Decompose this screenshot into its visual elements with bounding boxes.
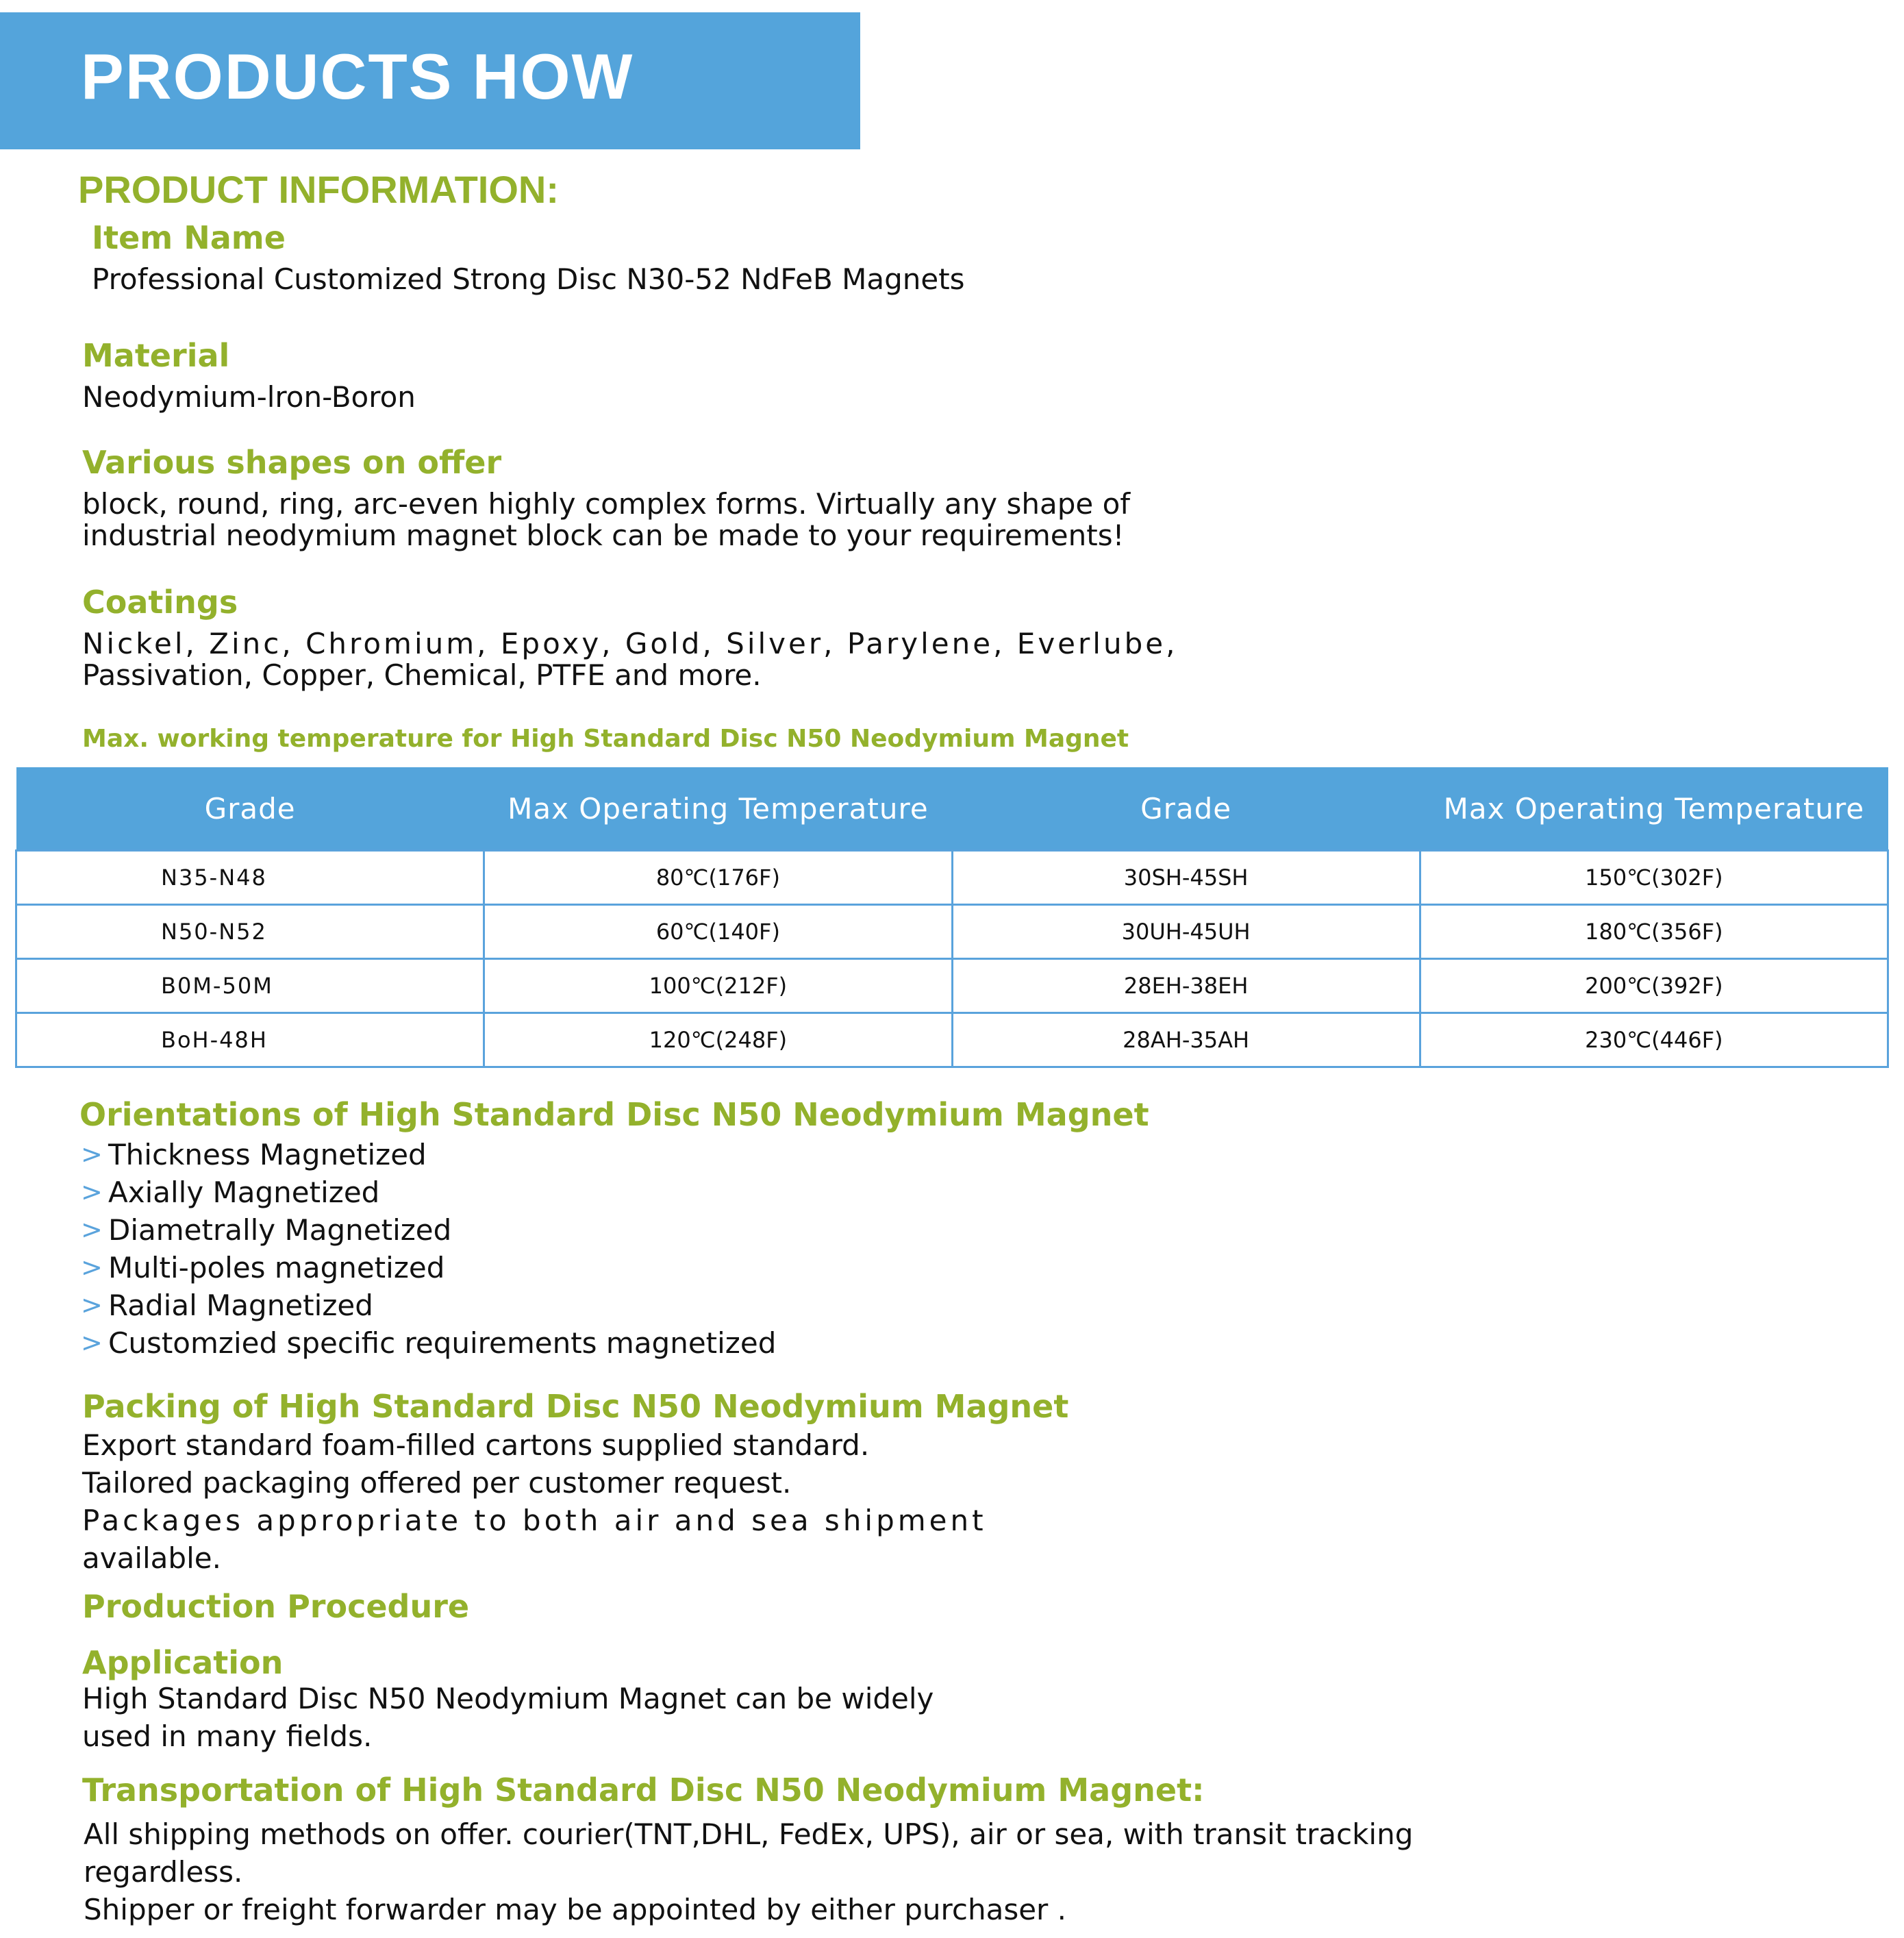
chevron-right-icon: > <box>81 1290 103 1320</box>
production-label: Production Procedure <box>82 1588 470 1625</box>
grade-cell: N50-N52 <box>16 905 484 959</box>
orientations-label: Orientations of High Standard Disc N50 Neodymium Magnet <box>79 1096 1149 1133</box>
material-label: Material <box>82 337 230 374</box>
shapes-label: Various shapes on offer <box>82 444 502 481</box>
packing-label: Packing of High Standard Disc N50 Neodymium Magnet <box>82 1388 1069 1425</box>
temp-cell: 180℃(356F) <box>1420 905 1888 959</box>
col-header: Grade <box>952 767 1420 851</box>
table-row <box>16 959 1888 1013</box>
list-item: > Thickness Magnetized <box>81 1136 776 1173</box>
grade-cell: 28EH-38EH <box>952 959 1420 1013</box>
chevron-right-icon: > <box>81 1215 103 1245</box>
transportation-line: All shipping methods on offer. courier(TNT,DHL, FedEx, UPS), air or sea, with transit tracking <box>84 1817 1414 1851</box>
transportation-line: Shipper or freight forwarder may be appointed by either purchaser . <box>84 1893 1067 1926</box>
grade-cell: 30SH-45SH <box>952 851 1420 905</box>
table-row <box>16 905 1888 959</box>
chevron-right-icon: > <box>81 1328 103 1358</box>
material-value: Neodymium-lron-Boron <box>82 380 416 414</box>
chevron-right-icon: > <box>81 1252 103 1282</box>
coatings-label: Coatings <box>82 584 238 621</box>
table-row <box>16 851 1888 905</box>
temp-cell: 80℃(176F) <box>484 851 952 905</box>
list-item: > Multi-poles magnetized <box>81 1249 776 1287</box>
transportation-line: regardless. <box>84 1855 243 1889</box>
item-name-label: Item Name <box>92 219 286 256</box>
col-header: Max Operating Temperature <box>484 767 952 851</box>
coatings-line: Nickel, Zinc, Chromium, Epoxy, Gold, Silver, Parylene, Everlube, <box>82 627 1178 660</box>
temperature-table <box>15 767 1889 1068</box>
application-line: High Standard Disc N50 Neodymium Magnet can be widely <box>82 1682 934 1715</box>
grade-cell: 30UH-45UH <box>952 905 1420 959</box>
list-item: > Radial Magnetized <box>81 1287 776 1324</box>
temp-cell: 60℃(140F) <box>484 905 952 959</box>
packing-line: Packages appropriate to both air and sea shipment <box>82 1504 987 1537</box>
temp-cell: 150℃(302F) <box>1420 851 1888 905</box>
grade-cell: BoH-48H <box>16 1013 484 1067</box>
grade-cell: B0M-50M <box>16 959 484 1013</box>
banner-title: PRODUCTS HOW <box>81 40 634 112</box>
temp-cell: 230℃(446F) <box>1420 1013 1888 1067</box>
temp-cell: 100℃(212F) <box>484 959 952 1013</box>
section-title: PRODUCT INFORMATION: <box>78 168 559 211</box>
list-item: > Axially Magnetized <box>81 1173 776 1211</box>
coatings-line: Passivation, Copper, Chemical, PTFE and more. <box>82 658 762 692</box>
packing-line: Tailored packaging offered per customer request. <box>82 1466 792 1500</box>
temp-cell: 200℃(392F) <box>1420 959 1888 1013</box>
table-header-row <box>16 767 1888 851</box>
table-caption: Max. working temperature for High Standard Disc N50 Neodymium Magnet <box>82 725 1129 753</box>
application-label: Application <box>82 1644 284 1681</box>
col-header: Grade <box>16 767 484 851</box>
list-item: > Diametrally Magnetized <box>81 1211 776 1249</box>
chevron-right-icon: > <box>81 1177 103 1207</box>
col-header: Max Operating Temperature <box>1420 767 1888 851</box>
application-line: used in many fields. <box>82 1719 373 1753</box>
list-item: > Customzied specific requirements magnetized <box>81 1324 776 1362</box>
grade-cell: N35-N48 <box>16 851 484 905</box>
shapes-line: block, round, ring, arc-even highly complex forms. Virtually any shape of <box>82 487 1131 521</box>
shapes-line: industrial neodymium magnet block can be made to your requirements! <box>82 519 1125 552</box>
packing-line: Export standard foam-filled cartons supplied standard. <box>82 1428 870 1462</box>
temp-cell: 120℃(248F) <box>484 1013 952 1067</box>
item-name-value: Professional Customized Strong Disc N30-52 NdFeB Magnets <box>92 262 965 296</box>
chevron-right-icon: > <box>81 1139 103 1169</box>
orientations-list <box>81 1136 776 1362</box>
transportation-label: Transportation of High Standard Disc N50 Neodymium Magnet: <box>82 1772 1205 1809</box>
grade-cell: 28AH-35AH <box>952 1013 1420 1067</box>
table-row <box>16 1013 1888 1067</box>
packing-line: available. <box>82 1541 221 1575</box>
header-banner <box>0 12 860 149</box>
